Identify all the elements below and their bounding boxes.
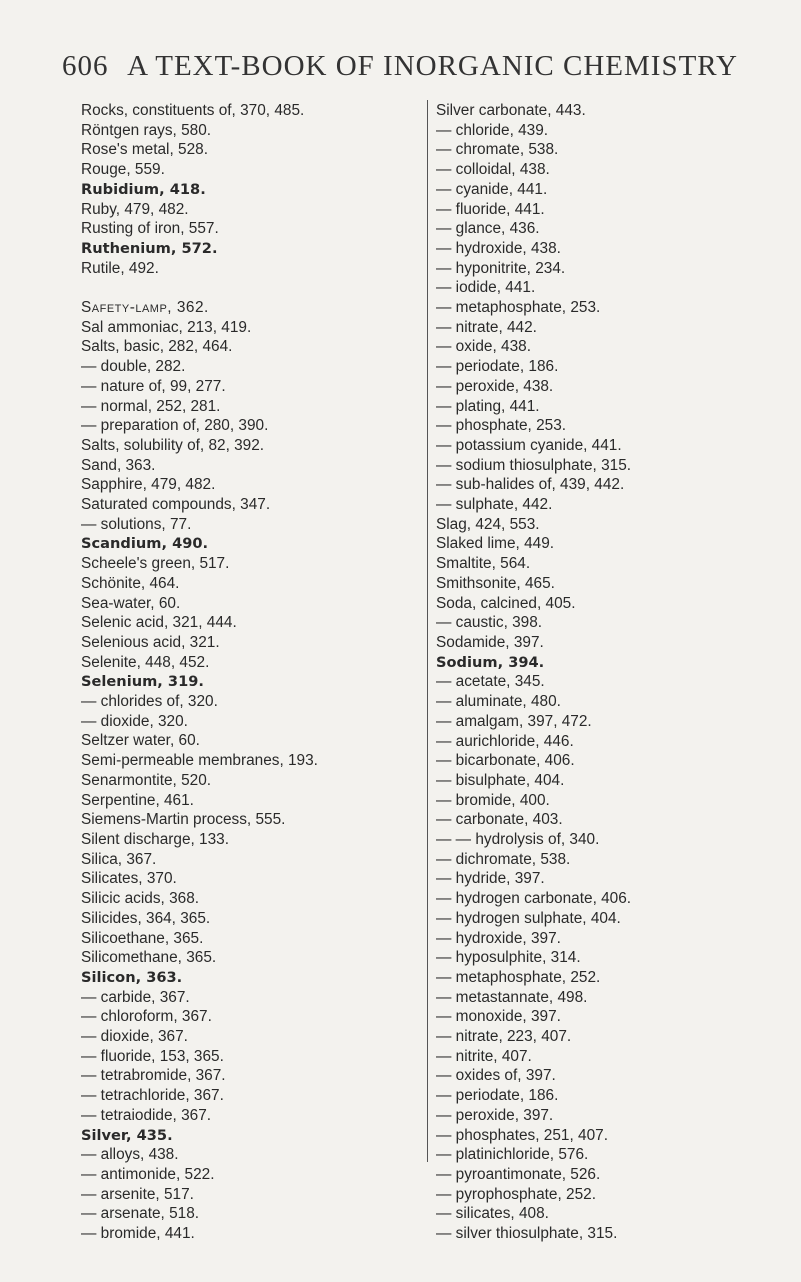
index-entry: — chlorides of, 320. [81,693,218,711]
index-entry: — aluminate, 480. [436,693,561,711]
index-entry: — tetrabromide, 367. [81,1067,226,1085]
index-entry: — acetate, 345. [436,673,545,691]
index-entry: — arsenite, 517. [81,1185,194,1203]
index-entry: Silicides, 364, 365. [81,909,211,927]
index-entry: — dioxide, 320. [81,712,188,730]
index-entry: Smithsonite, 465. [436,574,555,592]
index-entry: — hydrogen carbonate, 406. [436,890,632,908]
index-entry: — iodide, 441. [436,279,536,297]
index-entry: Silent discharge, 133. [81,831,230,848]
index-entry: Selenite, 448, 452. [81,653,210,671]
index-entry: — hydride, 397. [436,870,545,888]
index-entry: Sand, 363. [81,456,156,474]
index-entry: Seltzer water, 60. [81,732,200,750]
index-entry: — chloride, 439. [436,121,549,139]
index-entry: — fluoride, 153, 365. [81,1047,224,1065]
index-entry: Slag, 424, 553. [436,515,540,533]
index-entry: Sapphire, 479, 482. [81,476,216,494]
index-entry: — alloys, 438. [81,1146,179,1164]
index-entry: Ruthenium, 572. [81,239,218,257]
index-entry: — plating, 441. [436,397,540,415]
index-entry: Semi-permeable membranes, 193. [81,752,318,770]
index-entry: Selenious acid, 321. [81,633,220,651]
index-column-right [436,101,791,1244]
index-entry: — preparation of, 280, 390. [81,417,269,435]
index-entry: Slaked lime, 449. [436,535,555,553]
index-entry: — phosphate, 253. [436,417,567,435]
index-entry: — normal, 252, 281. [81,397,221,415]
index-entry: — hydrogen sulphate, 404. [436,909,621,927]
index-entry: Silver, 435. [81,1126,173,1144]
index-entry: — metaphosphate, 252. [436,968,601,986]
index-entry: — nitrate, 223, 407. [436,1028,572,1046]
index-entry: Salts, basic, 282, 464. [81,338,233,356]
index-entry: — carbide, 367. [81,988,190,1006]
index-entry: — colloidal, 438. [436,161,550,179]
index-entry: — oxides of, 397. [436,1067,556,1085]
index-entry: Silicomethane, 365. [81,949,217,967]
index-entry: — hyponitrite, 234. [436,259,566,277]
index-entry: — oxide, 438. [436,338,531,356]
index-entry: — hydroxide, 397. [436,929,561,947]
index-entry: Saturated compounds, 347. [81,496,271,514]
index-entry: — fluoride, 441. [436,200,545,218]
index-entry: — cyanide, 441. [436,180,548,198]
index-entry: Serpentine, 461. [81,791,194,809]
index-entry: — pyroantimonate, 526. [436,1165,601,1183]
index-entry: Scandium, 490. [81,535,209,553]
index-entry: — aurichloride, 446. [436,732,574,750]
index-entry: — sub-halides of, 439, 442. [436,476,625,494]
index-entry: Safety-lamp, 362. [81,299,209,317]
index-entry: — nitrite, 407. [436,1047,532,1065]
index-entry: — carbonate, 403. [436,811,563,829]
index-entry: — metaphosphate, 253. [436,299,601,317]
index-entry: Smaltite, 564. [436,555,531,573]
index-entry: — arsenate, 518. [81,1205,200,1223]
index-entry: — periodate, 186. [436,1087,559,1105]
index-entry: — silver thiosulphate, 315. [436,1225,618,1243]
index-entry: — caustic, 398. [436,614,543,632]
index-entry: Senarmontite, 520. [81,771,212,789]
index-entry: — periodate, 186. [436,358,559,376]
column-divider [427,100,428,1162]
index-entry: — bromide, 400. [436,791,550,809]
index-entry: Rocks, constituents of, 370, 485. [81,102,305,119]
index-entry: — nature of, 99, 277. [81,377,226,395]
index-entry: Röntgen rays, 580. [81,121,212,139]
index-entry: — hydroxide, 438. [436,239,561,257]
index-entry: — metastannate, 498. [436,988,588,1006]
index-entry: — nitrate, 442. [436,318,537,336]
index-entry: Silica, 367. [81,850,157,868]
index-column-left [81,101,421,1244]
index-entry: Rose's metal, 528. [81,141,208,159]
index-entry: Selenic acid, 321, 444. [81,614,237,632]
index-entry: — platinichloride, 576. [436,1146,589,1164]
index-entry: — bicarbonate, 406. [436,752,575,770]
index-entry: — dioxide, 367. [81,1028,188,1046]
running-title: A TEXT-BOOK OF INORGANIC CHEMISTRY [127,50,738,82]
index-entry: Schönite, 464. [81,574,180,592]
index-entry: Silicic acids, 368. [81,890,200,908]
index-entry: Silicon, 363. [81,968,183,986]
index-entry: — sodium thiosulphate, 315. [436,456,632,474]
index-entry: Silicoethane, 365. [81,929,204,947]
index-entry: — peroxide, 397. [436,1106,554,1124]
page-number: 606 [62,50,109,82]
index-entry: — peroxide, 438. [436,377,554,395]
index-entry: — pyrophosphate, 252. [436,1185,597,1203]
index-entry: Silicates, 370. [81,870,177,888]
index-entry: — solutions, 77. [81,515,192,533]
index-entry: Sodamide, 397. [436,633,544,651]
entry-gap [81,278,421,298]
index-entry: Ruby, 479, 482. [81,200,189,218]
index-entry: Sodium, 394. [436,653,545,671]
index-entry: — monoxide, 397. [436,1008,561,1026]
index-entry: Rouge, 559. [81,161,165,179]
index-entry: Salts, solubility of, 82, 392. [81,436,265,454]
index-entry: — silicates, 408. [436,1205,549,1223]
index-entry: — hyposulphite, 314. [436,949,581,967]
index-entry: Rutile, 492. [81,259,159,277]
index-entry: — potassium cyanide, 441. [436,436,622,454]
index-entry: — chromate, 538. [436,141,559,159]
index-entry: — chloroform, 367. [81,1008,212,1026]
index-entry: Sal ammoniac, 213, 419. [81,318,252,336]
index-entry: Scheele's green, 517. [81,555,230,573]
index-entry: — bisulphate, 404. [436,771,565,789]
index-entry: — — hydrolysis of, 340. [436,831,600,849]
index-entry: Siemens-Martin process, 555. [81,811,286,829]
index-entry: — sulphate, 442. [436,496,553,514]
index-entry: — dichromate, 538. [436,850,571,868]
page-header [62,50,797,83]
index-entry: Selenium, 319. [81,673,204,691]
index-entry: Rusting of iron, 557. [81,220,219,238]
index-entry: — phosphates, 251, 407. [436,1126,608,1144]
index-entry: Rubidium, 418. [81,180,206,198]
index-entry: Sea-water, 60. [81,594,181,612]
index-entry: Soda, calcined, 405. [436,594,576,612]
index-entry: — glance, 436. [436,220,540,238]
index-entry: Silver carbonate, 443. [436,102,586,119]
index-entry: — antimonide, 522. [81,1165,215,1183]
index-entry: — tetraiodide, 367. [81,1106,212,1124]
index-entry: — amalgam, 397, 472. [436,712,592,730]
index-entry: — bromide, 441. [81,1225,195,1243]
index-entry: — double, 282. [81,358,186,376]
index-entry: — tetrachloride, 367. [81,1087,224,1105]
